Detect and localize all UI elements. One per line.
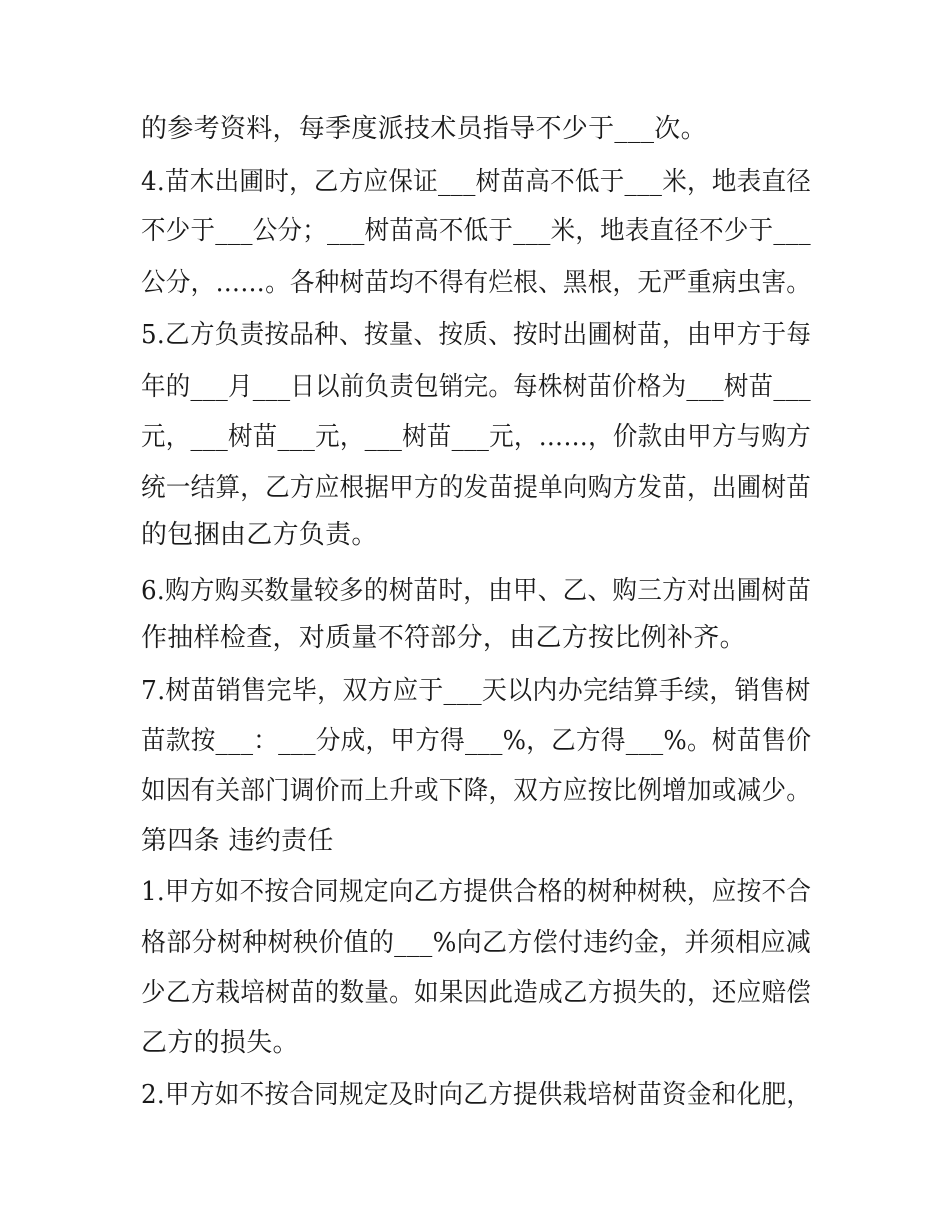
text-line: 乙方的损失。 (141, 1028, 299, 1058)
text-line: 统一结算，乙方应根据甲方的发苗提单向购方发苗，出圃树苗 (141, 473, 812, 503)
text-line: 5.乙方负责按品种、按量、按质、按时出圃树苗，由甲方于每 (141, 320, 812, 350)
text-line: 少乙方栽培树苗的数量。如果因此造成乙方损失的，还应赔偿 (141, 978, 812, 1008)
text-line: 如因有关部门调价而上升或下降，双方应按比例增加或减少。 (141, 776, 812, 806)
section-heading: 第四条 违约责任 (141, 826, 334, 856)
text-line: 1.甲方如不按合同规定向乙方提供合格的树种树秧，应按不合 (141, 877, 812, 907)
text-line: 6.购方购买数量较多的树苗时，由甲、乙、购三方对出圃树苗 (141, 576, 812, 606)
text-line: 的包捆由乙方负责。 (141, 520, 378, 550)
text-line: 格部分树种树秧价值的___%向乙方偿付违约金，并须相应减 (141, 928, 812, 958)
text-line: 公分，……。各种树苗均不得有烂根、黑根，无严重病虫害。 (141, 268, 812, 298)
text-line: 不少于___公分；___树苗高不低于___米，地表直径不少于___ (141, 216, 811, 246)
text-line: 年的___月___日以前负责包销完。每株树苗价格为___树苗___ (141, 372, 811, 402)
text-line: 2.甲方如不按合同规定及时向乙方提供栽培树苗资金和化肥， (141, 1080, 812, 1110)
text-line: 的参考资料，每季度派技术员指导不少于___次。 (141, 114, 707, 144)
text-line: 苗款按___：___分成，甲方得___%，乙方得___%。树苗售价 (141, 726, 812, 756)
text-line: 4.苗木出圃时，乙方应保证___树苗高不低于___米，地表直径 (141, 167, 812, 197)
text-line: 7.树苗销售完毕，双方应于___天以内办完结算手续，销售树 (141, 676, 811, 706)
text-line: 作抽样检查，对质量不符部分，由乙方按比例补齐。 (141, 623, 746, 653)
text-line: 元，___树苗___元，___树苗___元，……，价款由甲方与购方 (141, 422, 811, 452)
